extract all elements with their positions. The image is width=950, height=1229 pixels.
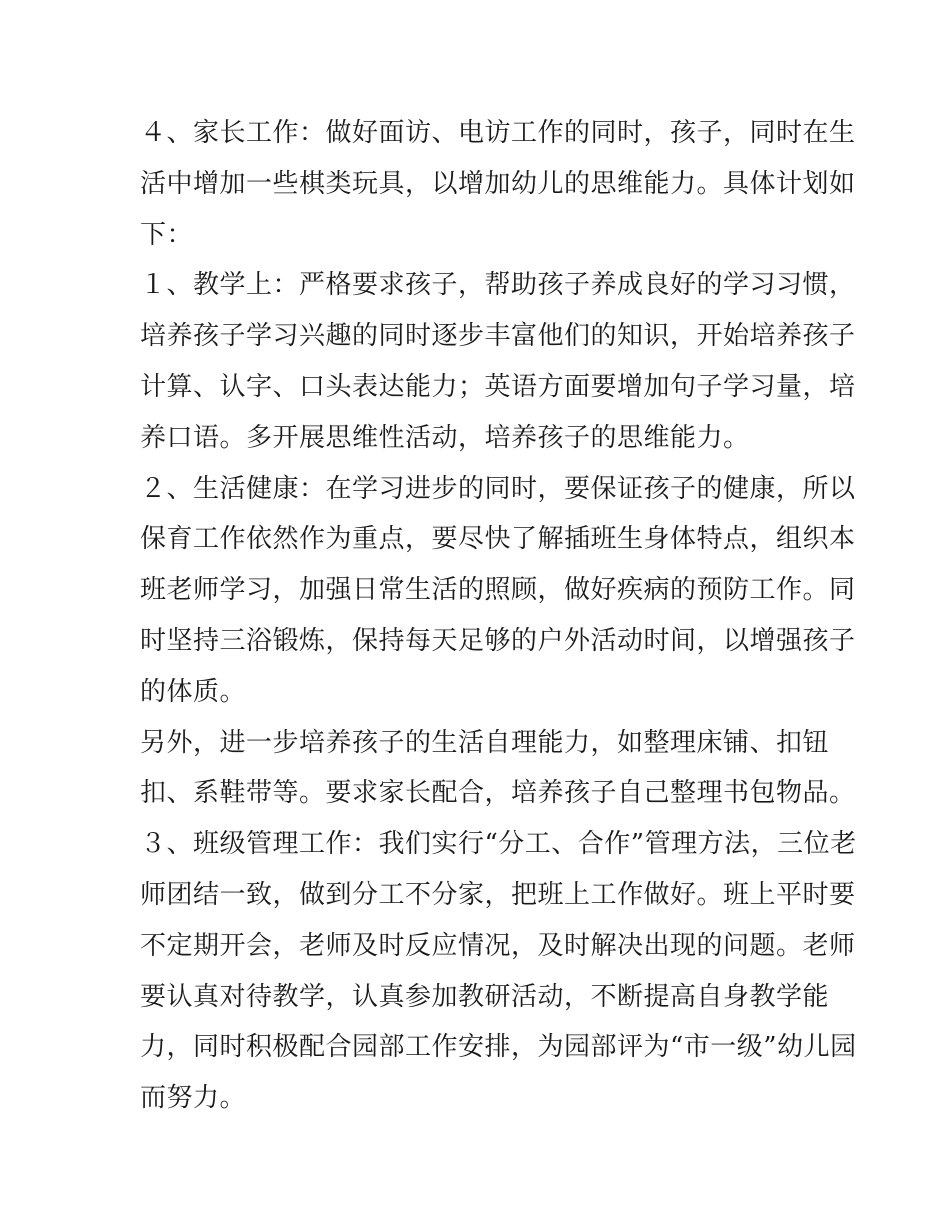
text-line: 要认真对待教学，认真参加教研活动，不断提高自身教学能 [140,981,830,1012]
text-line: 扣、系鞋带等。要求家长配合，培养孩子自己整理书包物品。 [140,778,856,809]
text-line: 力，同时积极配合园部工作安排，为园部评为“市一级”幼儿园 [140,1032,857,1063]
text-line: ２、生活健康：在学习进步的同时，要保证孩子的健康，所以 [140,473,856,504]
text-line: 不定期开会，老师及时反应情况，及时解决出现的问题。老师 [140,930,856,961]
text-line: 培养孩子学习兴趣的同时逐步丰富他们的知识，开始培养孩子 [140,321,856,352]
text-line: 活中增加一些棋类玩具，以增加幼儿的思维能力。具体计划如 [140,168,856,199]
text-line: １、教学上：严格要求孩子，帮助孩子养成良好的学习习惯， [140,270,856,301]
text-line: 师团结一致，做到分工不分家，把班上工作做好。班上平时要 [140,879,856,910]
text-line: 而努力。 [140,1083,247,1114]
text-line: ４、家长工作：做好面访、电访工作的同时，孩子，同时在生 [140,118,856,148]
text-line: 养口语。多开展思维性活动，培养孩子的思维能力。 [140,422,750,453]
text-line: 下： [140,219,194,250]
text-line: 计算、认字、口头表达能力；英语方面要增加句子学习量，培 [140,371,856,402]
document-body [140,108,857,1124]
text-line: 的体质。 [140,676,247,707]
text-line: ３、班级管理工作：我们实行“分工、合作”管理方法，三位老 [140,829,857,860]
text-line: 班老师学习，加强日常生活的照顾，做好疾病的预防工作。同 [140,575,856,606]
text-line: 另外，进一步培养孩子的生活自理能力，如整理床铺、扣钮 [140,727,830,758]
text-line: 保育工作依然作为重点，要尽快了解插班生身体特点，组织本 [140,524,856,555]
text-line: 时坚持三浴锻炼，保持每天足够的户外活动时间，以增强孩子 [140,625,856,656]
